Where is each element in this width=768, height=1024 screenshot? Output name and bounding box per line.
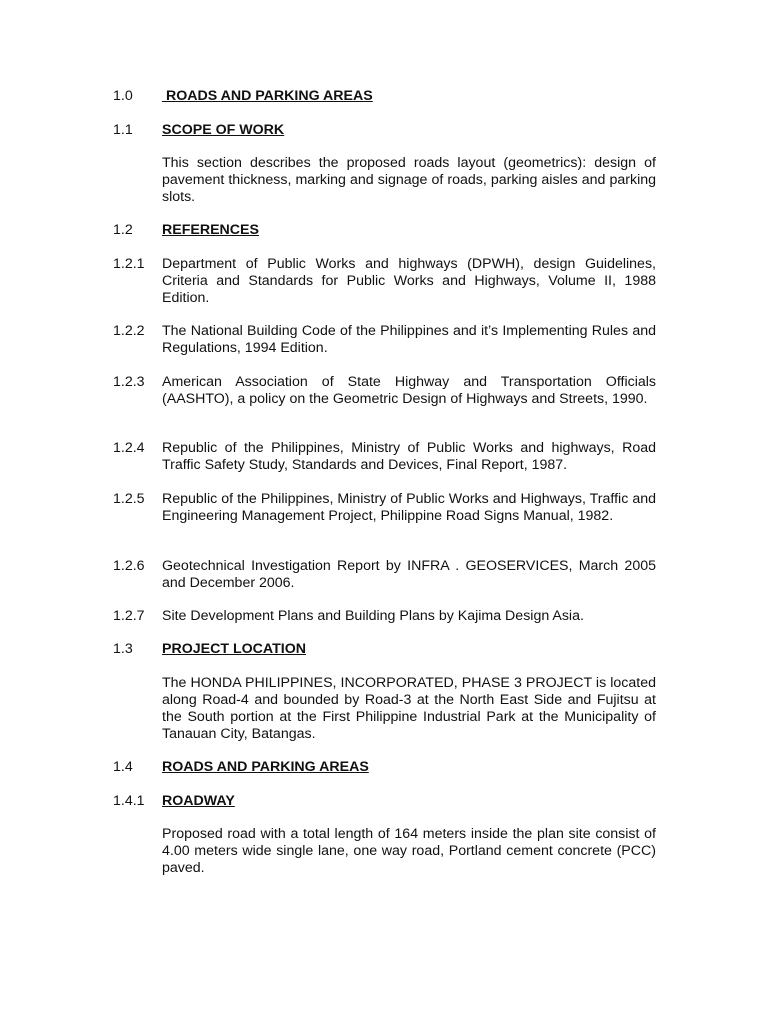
section-number: 1.4 [113, 759, 133, 775]
section-1-1 [113, 122, 656, 139]
location-paragraph [113, 675, 656, 743]
section-heading: ROADS AND PARKING AREAS [162, 759, 369, 775]
paragraph-text: The HONDA PHILIPPINES, INCORPORATED, PHASE 3 PROJECT is located along Road-4 and bounded by Road-3 at the North East Side and Fujitsu at the South portion at the First Philippine Industrial Park at the Municipality of Tanauan City, Batangas. [162, 675, 656, 742]
section-heading: REFERENCES [162, 222, 259, 238]
item-text: The National Building Code of the Philippines and it’s Implementing Rules and Regulations, 1994 Edition. [162, 323, 656, 356]
item-number: 1.2.5 [113, 491, 145, 507]
section-heading: PROJECT LOCATION [162, 641, 306, 657]
reference-item [113, 440, 656, 474]
item-text: Republic of the Philippines, Ministry of Public Works and highways, Road Traffic Safety Study, Standards and Devices, Final Report, 1987. [162, 440, 656, 473]
item-text: Republic of the Philippines, Ministry of Public Works and Highways, Traffic and Engineering Management Project, Philippine Road Signs Manual, 1982. [162, 491, 656, 524]
item-number: 1.2.4 [113, 440, 145, 456]
section-number: 1.3 [113, 641, 133, 657]
section-1-4 [113, 759, 656, 776]
section-1-0 [113, 88, 656, 105]
paragraph-text: Proposed road with a total length of 164 meters inside the plan site consist of 4.00 meters wide single lane, one way road, Portland cement concrete (PCC) paved. [162, 826, 656, 876]
section-heading: ROADWAY [162, 793, 235, 809]
section-1-4-1 [113, 793, 656, 810]
roadway-paragraph [113, 826, 656, 877]
section-number: 1.0 [113, 88, 133, 104]
section-heading: ROADS AND PARKING AREAS [162, 88, 373, 104]
item-number: 1.2.7 [113, 608, 145, 624]
reference-item [113, 374, 656, 408]
item-text: Site Development Plans and Building Plans by Kajima Design Asia. [162, 608, 584, 624]
paragraph-text: This section describes the proposed roads layout (geometrics): design of pavement thickness, marking and signage of roads, parking aisles and parking slots. [162, 155, 656, 205]
reference-item [113, 256, 656, 307]
scope-paragraph [113, 155, 656, 206]
reference-item [113, 608, 656, 625]
reference-item [113, 323, 656, 357]
section-heading: SCOPE OF WORK [162, 122, 285, 138]
reference-item [113, 491, 656, 525]
section-1-2 [113, 222, 656, 239]
item-number: 1.2.2 [113, 323, 145, 339]
section-number: 1.2 [113, 222, 133, 238]
item-text: Department of Public Works and highways (DPWH), design Guidelines, Criteria and Standards for Public Works and Highways, Volume II, 1988 Edition. [162, 256, 656, 306]
item-text: American Association of State Highway and Transportation Officials (AASHTO), a policy on the Geometric Design of Highways and Streets, 1990. [162, 374, 656, 407]
section-1-3 [113, 641, 656, 658]
item-number: 1.2.6 [113, 558, 145, 574]
section-number: 1.4.1 [113, 793, 145, 809]
reference-item [113, 558, 656, 592]
item-number: 1.2.3 [113, 374, 145, 390]
item-number: 1.2.1 [113, 256, 145, 272]
section-number: 1.1 [113, 122, 133, 138]
item-text: Geotechnical Investigation Report by INFRA . GEOSERVICES, March 2005 and December 2006. [162, 558, 656, 591]
